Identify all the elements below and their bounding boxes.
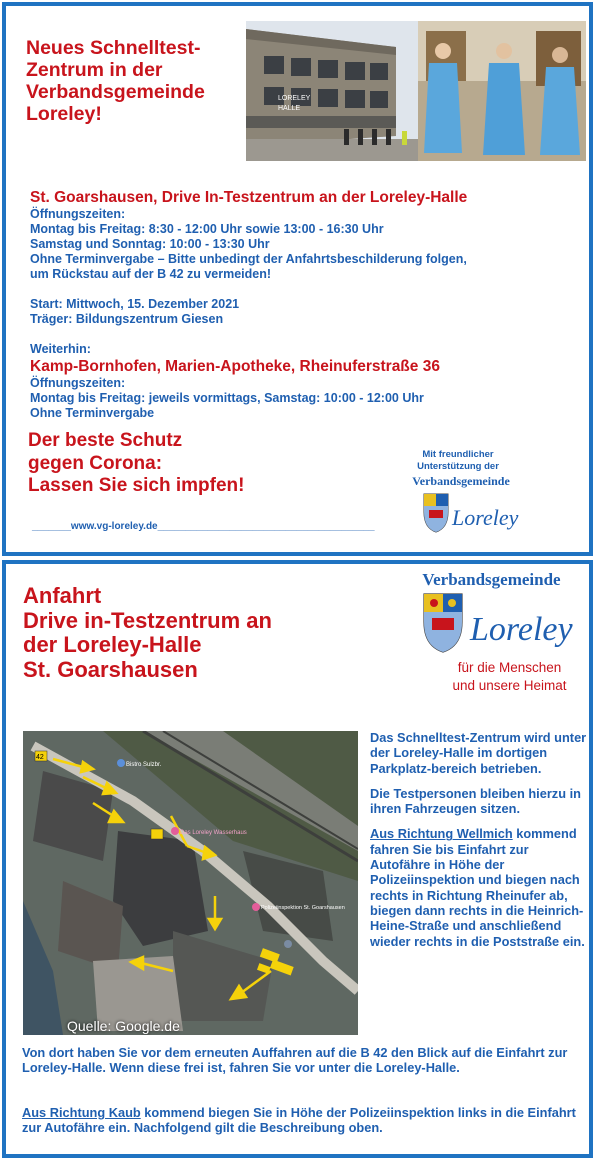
second-note: Ohne Terminvergabe (30, 406, 155, 420)
map-label-2: Das Loreley Wasserhaus (180, 830, 247, 836)
from-kaub-link[interactable]: Aus Richtung Kaub (22, 1105, 141, 1120)
para-location: Das Schnelltest-Zentrum wird unter der Loreley-Halle im dortigen Parkplatz-bereich betrieben. (370, 730, 587, 776)
map-credit: Quelle: Google.de (67, 1018, 180, 1034)
logo-word-top: Verbandsgemeinde (412, 474, 510, 488)
map-label-3: Polizeiinspektion St. Goarshausen (261, 905, 345, 911)
primary-location-info (30, 188, 467, 421)
building-sign-line1: LORELEY (278, 95, 311, 102)
vg-logo-small (396, 474, 526, 534)
from-wellmich-link[interactable]: Aus Richtung Wellmich (370, 826, 513, 842)
opening-label: Öffnungszeiten: (30, 207, 126, 221)
second-hours: Montag bis Freitag: jeweils vormittags, Samstag: 10:00 - 12:00 Uhr (30, 391, 424, 405)
support-note: Mit freundlicher Unterstützung der (417, 449, 499, 472)
vaccination-slogan: Der beste Schutz gegen Corona: Lassen Sie sich impfen! (28, 430, 245, 496)
para-from-kaub: Aus Richtung Kaub kommend biegen Sie in Höhe der Polizeiinspektion links in die Einfahrt zur Autofähre ein. Nachfolgend gilt die Beschreibung oben. (22, 1105, 576, 1136)
logo-word-top: Verbandsgemeinde (422, 570, 561, 589)
directions-panel (2, 560, 593, 1158)
coat-of-arms-icon (424, 594, 462, 652)
note-line2: um Rückstau auf der B 42 zu vermeiden! (30, 267, 272, 281)
flyer-title: Neues Schnelltest- Zentrum in der Verbandsgemeinde Loreley! (26, 37, 205, 125)
second-opening-label: Öffnungszeiten: (30, 376, 126, 390)
further-label: Weiterhin: (30, 342, 91, 356)
para-stay-in-car: Die Testpersonen bleiben hierzu in ihren Fahrzeugen sitzen. (370, 785, 581, 817)
note-line1: Ohne Terminvergabe – Bitte unbedingt der Anfahrtsbeschilderung folgen, (30, 252, 467, 266)
coat-of-arms-icon (424, 494, 448, 532)
second-location: Kamp-Bornhofen, Marien-Apotheke, Rheinuferstraße 36 (30, 358, 440, 375)
test-center-photo (246, 21, 586, 161)
website-link[interactable]: _______www.vg-loreley.de_______________________________________ (32, 521, 375, 532)
vg-logo-large (394, 570, 589, 660)
directions-map (23, 731, 358, 1035)
flyer-panel (2, 2, 593, 556)
road-number-badge: 42 (36, 754, 44, 761)
start-date: Start: Mittwoch, 15. Dezember 2021 (30, 297, 240, 311)
location-heading: St. Goarshausen, Drive In-Testzentrum an der Loreley-Halle (30, 189, 468, 206)
directions-title: Anfahrt Drive in-Testzentrum an der Loreley-Halle St. Goarshausen (23, 583, 272, 682)
building-sign-line2: HALLE (278, 105, 301, 112)
hours-weekend: Samstag und Sonntag: 10:00 - 13:30 Uhr (30, 237, 270, 251)
hours-weekdays: Montag bis Freitag: 8:30 - 12:00 Uhr sowie 13:00 - 16:30 Uhr (30, 222, 384, 236)
vg-tagline: für die Menschen und unsere Heimat (452, 660, 567, 693)
logo-word-main: Loreley (452, 505, 519, 530)
para-b42-view: Von dort haben Sie vor dem erneuten Auffahren auf die B 42 den Blick auf die Einfahrt zur Loreley-Halle. Wenn diese frei ist, fahren Sie vor unter die Loreley-Halle. (22, 1045, 568, 1076)
map-label-1: Bistro Sulzbr. (126, 762, 162, 768)
directions-description (370, 730, 592, 959)
sponsor: Träger: Bildungszentrum Giesen (30, 312, 224, 326)
logo-word-main: Loreley (470, 611, 573, 648)
para-from-wellmich: Aus Richtung Wellmich kommend fahren Sie bis Einfahrt zur Autofähre in Höhe der Polizeiinspektion und biegen nach rechts in Richtung Rheinufer ab, biegen dann rechts in die Heinrich-Heine-Straße und anschließend wieder rechts in die Poststraße ein. (370, 826, 585, 949)
